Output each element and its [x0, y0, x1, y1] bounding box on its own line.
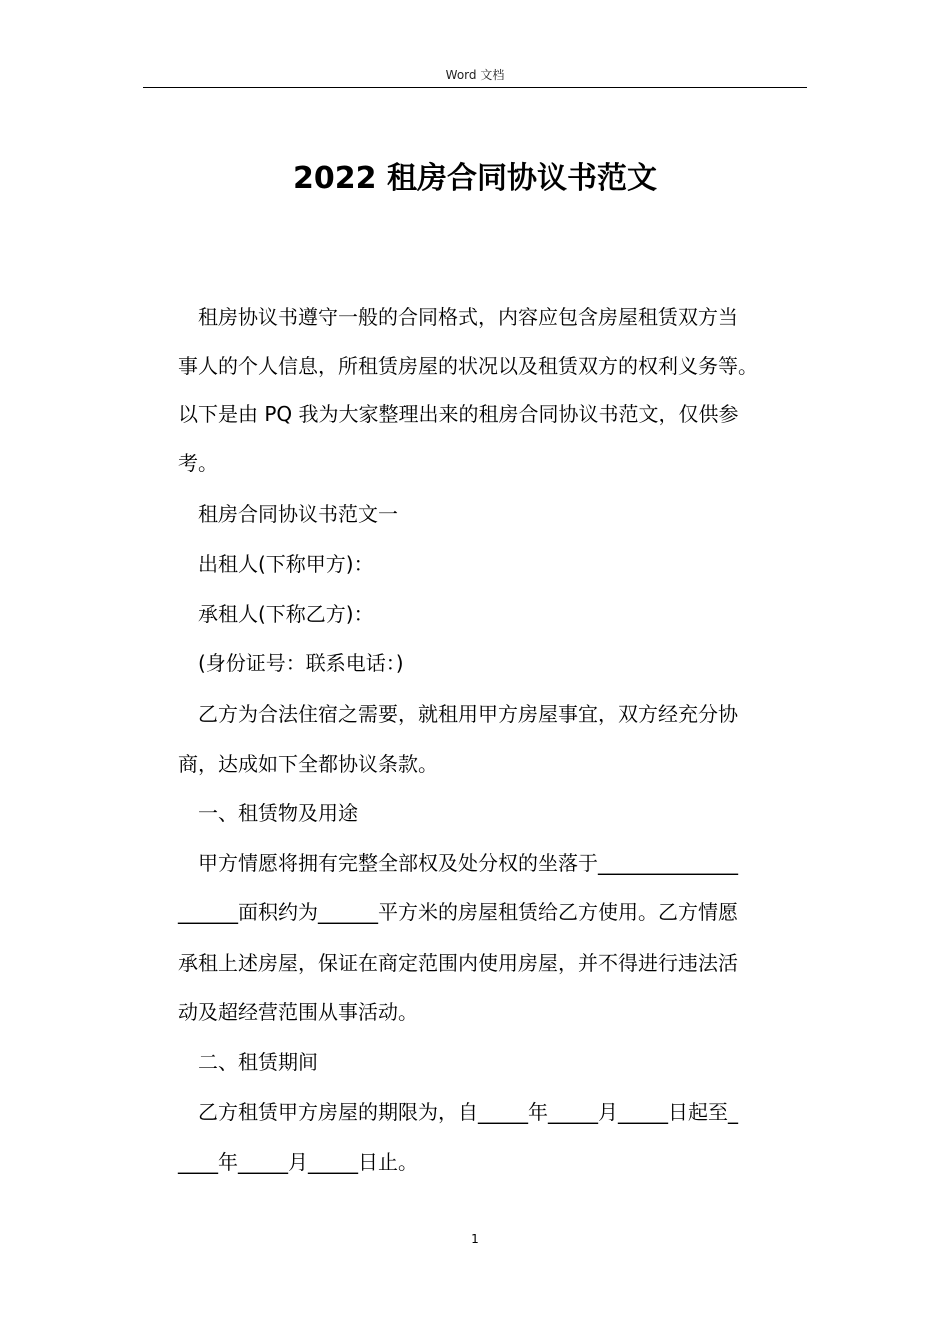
section-heading: 一、租赁物及用途 — [178, 801, 358, 825]
body-line: ______面积约为______平方米的房屋租赁给乙方使用。乙方情愿 — [178, 900, 738, 924]
body-line: 乙方为合法住宿之需要，就租用甲方房屋事宜，双方经充分协 — [178, 702, 738, 726]
body-line: 承租人(下称乙方)： — [178, 602, 374, 626]
body-line: 以下是由 PQ 我为大家整理出来的租房合同协议书范文，仅供参 — [178, 402, 739, 426]
body-line: 考。 — [178, 451, 218, 475]
body-line: 乙方租赁甲方房屋的期限为，自_____年_____月_____日起至_ — [178, 1100, 738, 1124]
body-line: (身份证号：联系电话：) — [178, 651, 404, 675]
document-title: 2022 租房合同协议书范文 — [293, 161, 657, 196]
page-number: 1 — [471, 1232, 479, 1246]
body-line: ____年_____月_____日止。 — [178, 1150, 418, 1174]
header-divider — [143, 87, 807, 88]
body-line: 承租上述房屋，保证在商定范围内使用房屋，并不得进行违法活 — [178, 951, 738, 975]
body-line: 商，达成如下全都协议条款。 — [178, 752, 438, 776]
body-line: 租房协议书遵守一般的合同格式，内容应包含房屋租赁双方当 — [178, 305, 738, 329]
body-line: 动及超经营范围从事活动。 — [178, 1000, 418, 1024]
body-line: 出租人(下称甲方)： — [178, 552, 374, 576]
section-heading: 租房合同协议书范文一 — [178, 502, 398, 526]
page-header: Word 文档 — [445, 68, 505, 82]
body-line: 甲方情愿将拥有完整全部权及处分权的坐落于______________ — [178, 851, 738, 875]
body-line: 事人的个人信息，所租赁房屋的状况以及租赁双方的权利义务等。 — [178, 354, 758, 378]
section-heading: 二、租赁期间 — [178, 1050, 318, 1074]
